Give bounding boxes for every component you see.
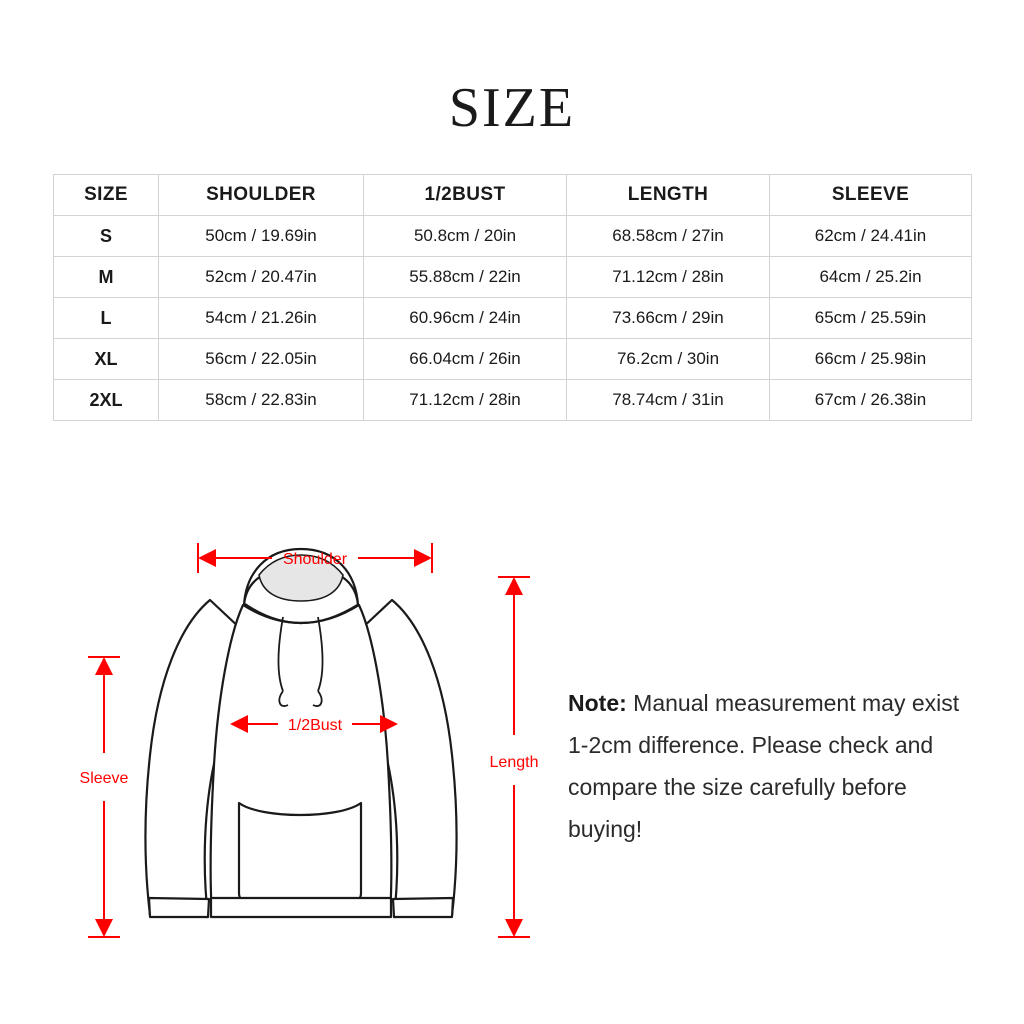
note-label: Note: xyxy=(568,690,627,716)
table-cell-length: 76.2cm / 30in xyxy=(567,339,770,380)
table-cell-size: S xyxy=(54,216,159,257)
table-cell-length: 68.58cm / 27in xyxy=(567,216,770,257)
note-block xyxy=(568,682,968,850)
table-cell-shoulder: 56cm / 22.05in xyxy=(159,339,364,380)
table-cell-sleeve: 67cm / 26.38in xyxy=(770,380,972,421)
table-cell-length: 71.12cm / 28in xyxy=(567,257,770,298)
size-table xyxy=(53,174,972,421)
measure-sleeve xyxy=(88,657,120,937)
table-header-cell: SIZE xyxy=(54,175,159,216)
table-row xyxy=(54,257,972,298)
table-cell-sleeve: 64cm / 25.2in xyxy=(770,257,972,298)
table-cell-length: 78.74cm / 31in xyxy=(567,380,770,421)
table-row xyxy=(54,216,972,257)
table-cell-bust: 66.04cm / 26in xyxy=(364,339,567,380)
table-cell-sleeve: 62cm / 24.41in xyxy=(770,216,972,257)
page-title: SIZE xyxy=(448,77,576,139)
table-header-cell: 1/2BUST xyxy=(364,175,567,216)
table-row xyxy=(54,339,972,380)
table-cell-sleeve: 65cm / 25.59in xyxy=(770,298,972,339)
table-row xyxy=(54,298,972,339)
measure-label-shoulder: Shoulder xyxy=(282,551,348,568)
table-cell-shoulder: 50cm / 19.69in xyxy=(159,216,364,257)
table-cell-bust: 60.96cm / 24in xyxy=(364,298,567,339)
table-cell-bust: 71.12cm / 28in xyxy=(364,380,567,421)
measure-label-bust: 1/2Bust xyxy=(287,717,343,734)
measure-label-length: Length xyxy=(489,754,539,771)
table-cell-sleeve: 66cm / 25.98in xyxy=(770,339,972,380)
table-cell-size: M xyxy=(54,257,159,298)
table-header-cell: LENGTH xyxy=(567,175,770,216)
table-cell-size: 2XL xyxy=(54,380,159,421)
table-cell-bust: 50.8cm / 20in xyxy=(364,216,567,257)
table-header-row xyxy=(54,175,972,216)
table-cell-bust: 55.88cm / 22in xyxy=(364,257,567,298)
table-row xyxy=(54,380,972,421)
table-cell-shoulder: 52cm / 20.47in xyxy=(159,257,364,298)
table-cell-size: L xyxy=(54,298,159,339)
table-cell-shoulder: 54cm / 21.26in xyxy=(159,298,364,339)
table-header-cell: SHOULDER xyxy=(159,175,364,216)
table-header-cell: SLEEVE xyxy=(770,175,972,216)
table-cell-shoulder: 58cm / 22.83in xyxy=(159,380,364,421)
table-cell-length: 73.66cm / 29in xyxy=(567,298,770,339)
note-text: Manual measurement may exist 1-2cm difference. Please check and compare the size carefully before buying! xyxy=(568,690,960,842)
measure-label-sleeve: Sleeve xyxy=(79,770,129,787)
hoodie-measurement-diagram xyxy=(40,505,570,975)
table-cell-size: XL xyxy=(54,339,159,380)
